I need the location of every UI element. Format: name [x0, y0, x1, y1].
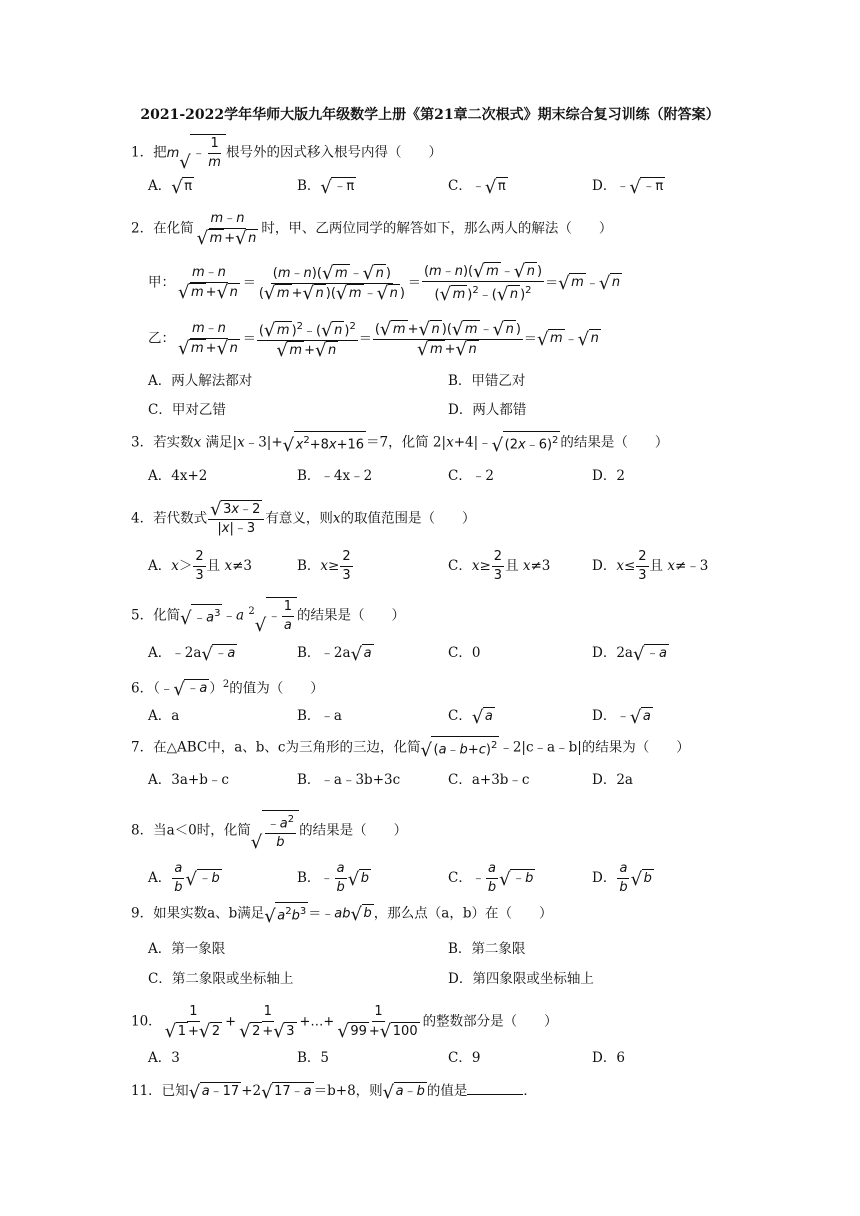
question-3: 3．若实数x 满足|x﹣3|+√ $x^2+8x+16 =7$，化简 2|x+4|﹣√ (2x﹣6)$^2$ 的结果是（ ）: [131, 431, 668, 455]
q6-option-a: A．a: [148, 708, 180, 724]
q2-option-d: D．两人都错: [448, 402, 527, 418]
question-6: 6．（﹣√ ﹣a ）$^2$的值为（ ）: [131, 675, 324, 699]
q2-solution-yi: 乙： m﹣n √ m +√ n ＝ (√ m )$^2$﹣(√ n )$^2$ √ m +√ n ＝ (√ m +√ n )(√ m ﹣√ n ) √ m +√ n ＝√ m ﹣√ n: [148, 318, 601, 360]
q8-option-b: B．﹣ $\frac{a}{b}$ √ b: [297, 860, 371, 897]
document-title: 2021-2022学年华师大版九年级数学上册《第21章二次根式》期末综合复习训练（附答案）: [140, 107, 720, 123]
q1-option-a: A．√ π: [148, 176, 194, 197]
q5-option-b: B．﹣2a√ a: [297, 643, 374, 664]
question-4: 4．若代数式 √ $\frac{3x﹣2}{|x|﹣3}$ 有意义，则x的取值范围是（ ）: [131, 500, 475, 538]
q9-option-c: C．第二象限或坐标轴上: [148, 971, 294, 987]
q9-option-b: B．第二象限: [448, 941, 526, 957]
q6-option-c: C．√ a: [448, 706, 495, 727]
q5-option-a: A．﹣2a√ ﹣a: [148, 643, 237, 664]
q1-option-d: D．﹣√ ﹣π: [592, 176, 665, 197]
question-10: 10． 1 √ 1 +√ 2 + 1 √ 2 +√ 3 +…+ 1 √ 99 +√ 100 的整数部分是（ ）: [131, 1003, 558, 1041]
q9-option-a: A．第一象限: [148, 941, 226, 957]
q9-option-d: D．第四象限或坐标轴上: [448, 971, 594, 987]
q4-option-b: B．x≥ $\frac{2}{3}$: [297, 549, 351, 583]
q6-option-b: B．﹣a: [297, 708, 342, 724]
q5-option-c: C．0: [448, 645, 481, 661]
question-5: 5．化简√ $﹣a^3$ ﹣a $^2$√ ﹣ $\frac{1}{a}$ 的结果是（ ）: [131, 597, 405, 635]
q7-option-d: D．2a: [592, 772, 633, 788]
question-2: 2．在化简 m﹣n √ m +√ n 时，甲、乙两位同学的解答如下，那么两人的解法（ ）: [131, 210, 612, 248]
q7-option-c: C．a+3b﹣c: [448, 772, 530, 788]
question-1: 1．把m√ ﹣ $\frac{1}{m}$ 根号外的因式移入根号内得（ ）: [131, 134, 442, 172]
q6-option-d: D．﹣√ a: [592, 706, 653, 727]
question-11: 11．已知√ a﹣17 +2√ 17﹣a ＝b+8，则√ a﹣b 的值是 ．: [131, 1080, 537, 1102]
q10-option-d: D．6: [592, 1050, 625, 1066]
question-9: 9．如果实数a、b满足√ $a^2b^3$ ＝﹣ab√ b ，那么点（a，b）在（ ）: [131, 902, 552, 926]
q10-option-b: B．5: [297, 1050, 330, 1066]
q3-option-d: D．2: [592, 468, 625, 484]
q3-option-a: A．4x+2: [148, 468, 208, 484]
q2-option-a: A．两人解法都对: [148, 373, 253, 389]
q4-option-a: A．x＞ $\frac{2}{3}$ 且 x≠3: [148, 549, 252, 583]
q8-option-c: C．﹣ $\frac{a}{b}$ √ ﹣b: [448, 860, 535, 897]
q10-option-c: C．9: [448, 1050, 481, 1066]
q7-option-a: A．3a+b﹣c: [148, 772, 229, 788]
q2-solution-jia: 甲： m﹣n √ m +√ n ＝ $\frac{(m﹣n)(√ m ﹣√ n )}{(√ m +√ n )(√ m ﹣√ n )}$ ＝ $\frac{(m﹣n)(√ m ﹣√ n )}{(√ m )^2﹣(√ n )^2}$ ＝√ m ﹣√ n: [148, 262, 622, 304]
q4-option-c: C．x≥ $\frac{2}{3}$ 且 x≠3: [448, 549, 551, 583]
q3-option-c: C．﹣2: [448, 468, 494, 484]
q7-option-b: B．﹣a﹣3b+3c: [297, 772, 401, 788]
question-8: 8．当a＜0时，化简 √ $\frac{﹣a^2}{b}$ 的结果是（ ）: [131, 810, 407, 852]
q4-option-d: D．x≤ $\frac{2}{3}$ 且 x≠﹣3: [592, 549, 709, 583]
q1-option-b: B．√ ﹣π: [297, 176, 356, 197]
q8-option-d: D． $\frac{a}{b}$ √ b: [592, 860, 654, 897]
q2-option-c: C．甲对乙错: [148, 402, 226, 418]
q2-option-b: B．甲错乙对: [448, 373, 526, 389]
q1-option-c: C．﹣√ π: [448, 176, 508, 197]
q10-option-a: A．3: [148, 1050, 180, 1066]
q3-option-b: B．﹣4x﹣2: [297, 468, 373, 484]
q5-option-d: D．2a√ ﹣a: [592, 643, 669, 664]
q8-option-a: A． $\frac{a}{b}$ √ ﹣b: [148, 860, 222, 897]
answer-blank[interactable]: [467, 1080, 523, 1095]
question-7: 7．在△ABC中，a、b、c为三角形的三边，化简√ (a﹣b+c)$^2$ ﹣2|c﹣a﹣b|的结果为（ ）: [131, 736, 690, 760]
